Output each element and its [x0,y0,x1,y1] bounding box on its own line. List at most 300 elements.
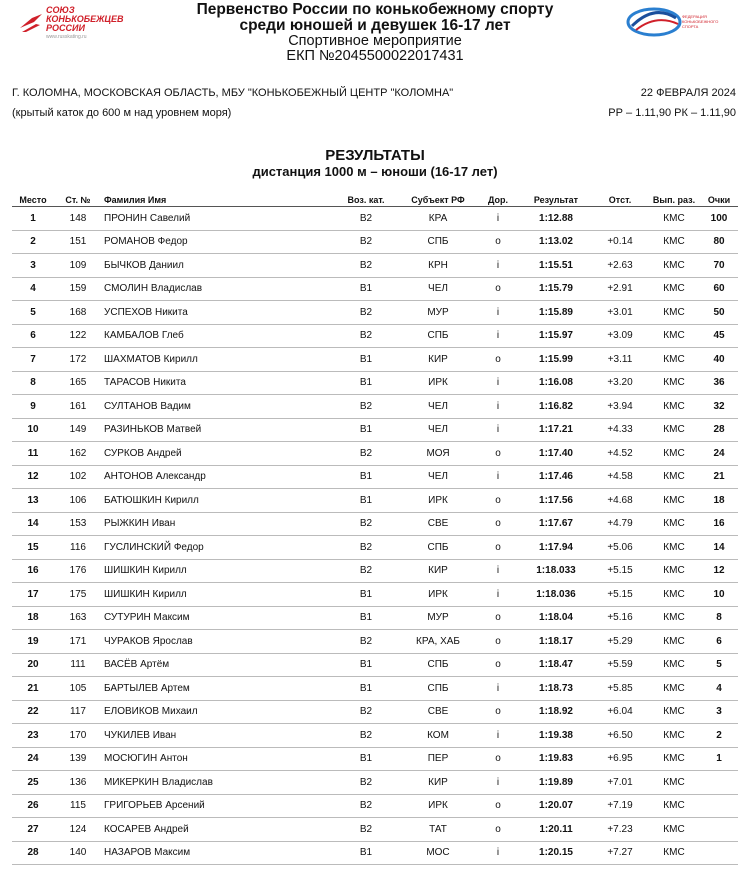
cell-name: ВАСЁВ Артём [102,653,332,677]
table-row [12,489,738,513]
logo-line-3: РОССИИ [46,23,85,33]
cell-start-number: 163 [54,606,102,630]
cell-name: БЫЧКОВ Даниил [102,254,332,278]
cell-points: 8 [700,606,738,630]
cell-result: 1:15.51 [520,254,592,278]
cell-place: 11 [12,442,54,466]
cell-region: МУР [400,606,476,630]
cell-points: 60 [700,277,738,301]
cell-place: 25 [12,771,54,795]
cell-rank: КМС [648,207,700,231]
cell-region: ИРК [400,583,476,607]
cell-age-category: В2 [332,301,400,325]
cell-region: МОЯ [400,442,476,466]
cell-name: УСПЕХОВ Никита [102,301,332,325]
cell-gap: +4.52 [592,442,648,466]
cell-lane: i [476,724,520,748]
cell-place: 22 [12,700,54,724]
cell-gap: +4.33 [592,418,648,442]
cell-gap: +7.23 [592,818,648,842]
cell-age-category: В1 [332,841,400,865]
cell-result: 1:18.036 [520,583,592,607]
cell-name: ТАРАСОВ Никита [102,371,332,395]
cell-start-number: 122 [54,324,102,348]
cell-start-number: 175 [54,583,102,607]
cell-region: ЧЕЛ [400,277,476,301]
cell-start-number: 117 [54,700,102,724]
cell-age-category: В2 [332,794,400,818]
cell-name: СУТУРИН Максим [102,606,332,630]
cell-points: 70 [700,254,738,278]
cell-name: НАЗАРОВ Максим [102,841,332,865]
cell-points: 24 [700,442,738,466]
cell-lane: o [476,630,520,654]
cell-place: 16 [12,559,54,583]
cell-points [700,818,738,842]
cell-points: 100 [700,207,738,231]
cell-rank: КМС [648,489,700,513]
cell-region: ИРК [400,794,476,818]
table-row [12,465,738,489]
cell-result: 1:15.89 [520,301,592,325]
table-row [12,653,738,677]
cell-gap: +5.29 [592,630,648,654]
cell-result: 1:17.94 [520,536,592,560]
table-row [12,348,738,372]
cell-age-category: В1 [332,606,400,630]
cell-age-category: В2 [332,700,400,724]
cell-gap: +3.20 [592,371,648,395]
cell-region: КРА, ХАБ [400,630,476,654]
col-header-points: Очки [700,194,738,207]
results-subtitle: дистанция 1000 м – юноши (16-17 лет) [252,164,498,179]
cell-age-category: В2 [332,254,400,278]
col-header-name: Фамилия Имя [102,194,332,207]
cell-start-number: 136 [54,771,102,795]
cell-start-number: 170 [54,724,102,748]
cell-start-number: 139 [54,747,102,771]
cell-lane: o [476,653,520,677]
cell-region: СПБ [400,324,476,348]
cell-gap: +7.27 [592,841,648,865]
cell-name: ШИШКИН Кирилл [102,583,332,607]
cell-region: КИР [400,559,476,583]
cell-start-number: 176 [54,559,102,583]
cell-gap: +6.50 [592,724,648,748]
table-row [12,395,738,419]
skating-union-logo [18,4,158,42]
cell-age-category: В1 [332,277,400,301]
cell-result: 1:16.82 [520,395,592,419]
cell-gap: +4.79 [592,512,648,536]
cell-gap: +4.68 [592,489,648,513]
cell-place: 13 [12,489,54,513]
cell-name: ПРОНИН Савелий [102,207,332,231]
cell-lane: i [476,771,520,795]
cell-start-number: 140 [54,841,102,865]
cell-points: 21 [700,465,738,489]
cell-gap: +3.94 [592,395,648,419]
cell-start-number: 111 [54,653,102,677]
cell-gap: +2.91 [592,277,648,301]
title-line-1: Первенство России по конькобежному спорту [196,1,554,18]
cell-region: ТАТ [400,818,476,842]
cell-name: РЫЖКИН Иван [102,512,332,536]
table-row [12,583,738,607]
cell-lane: i [476,841,520,865]
event-date: 22 ФЕВРАЛЯ 2024 [640,87,736,99]
cell-lane: i [476,583,520,607]
cell-result: 1:18.17 [520,630,592,654]
document-header [0,0,750,80]
cell-place: 10 [12,418,54,442]
cell-age-category: В2 [332,442,400,466]
cell-rank: КМС [648,395,700,419]
cell-result: 1:19.38 [520,724,592,748]
cell-gap: +5.06 [592,536,648,560]
cell-place: 1 [12,207,54,231]
table-row [12,536,738,560]
federation-caption: ФЕДЕРАЦИЯ КОНЬКОБЕЖНОГО СПОРТА [682,14,719,29]
cell-lane: o [476,606,520,630]
cell-lane: o [476,230,520,254]
cell-region: ЧЕЛ [400,418,476,442]
document-title-block [160,2,590,64]
cell-result: 1:18.04 [520,606,592,630]
cell-gap: +5.59 [592,653,648,677]
cell-lane: i [476,559,520,583]
cell-region: СВЕ [400,700,476,724]
cell-name: МОСЮГИН Антон [102,747,332,771]
cell-points: 32 [700,395,738,419]
cell-gap: +5.15 [592,583,648,607]
cell-lane: i [476,465,520,489]
cell-result: 1:15.79 [520,277,592,301]
cell-result: 1:16.08 [520,371,592,395]
col-header-result: Результат [520,194,592,207]
cell-points: 4 [700,677,738,701]
cell-points: 50 [700,301,738,325]
table-row [12,512,738,536]
cell-start-number: 109 [54,254,102,278]
table-row [12,771,738,795]
cell-gap: +6.04 [592,700,648,724]
cell-lane: o [476,700,520,724]
cell-place: 18 [12,606,54,630]
cell-place: 23 [12,724,54,748]
cell-age-category: В1 [332,489,400,513]
cell-result: 1:18.47 [520,653,592,677]
title-line-3: Спортивное мероприятие [288,33,462,49]
cell-gap: +5.15 [592,559,648,583]
table-row [12,559,738,583]
cell-lane: o [476,442,520,466]
cell-lane: o [476,348,520,372]
cell-result: 1:18.033 [520,559,592,583]
cell-start-number: 168 [54,301,102,325]
table-row [12,207,738,231]
cell-result: 1:18.73 [520,677,592,701]
cell-points: 3 [700,700,738,724]
cell-age-category: В2 [332,207,400,231]
cell-points: 5 [700,653,738,677]
cell-place: 14 [12,512,54,536]
cell-age-category: В2 [332,536,400,560]
cell-result: 1:15.99 [520,348,592,372]
cell-gap: +4.58 [592,465,648,489]
cell-start-number: 124 [54,818,102,842]
cell-start-number: 172 [54,348,102,372]
cell-region: МОС [400,841,476,865]
cell-age-category: В1 [332,348,400,372]
col-header-rank: Вып. раз. [648,194,700,207]
cell-region: ЧЕЛ [400,465,476,489]
cell-age-category: В1 [332,418,400,442]
cell-result: 1:19.89 [520,771,592,795]
cell-age-category: В2 [332,324,400,348]
table-row [12,841,738,865]
cell-region: МУР [400,301,476,325]
cell-points: 6 [700,630,738,654]
cell-points: 16 [700,512,738,536]
cell-start-number: 115 [54,794,102,818]
location-text: Г. КОЛОМНА, МОСКОВСКАЯ ОБЛАСТЬ, МБУ "КОНЬКОБЕЖНЫЙ ЦЕНТР "КОЛОМНА" [12,87,454,99]
cell-gap: +0.14 [592,230,648,254]
cell-rank: КМС [648,818,700,842]
cell-rank: КМС [648,536,700,560]
cell-rank: КМС [648,348,700,372]
cell-rank: КМС [648,771,700,795]
cell-region: КИР [400,348,476,372]
cell-start-number: 149 [54,418,102,442]
logo-line-2: КОНЬКОБЕЖЦЕВ [46,14,124,24]
cell-start-number: 159 [54,277,102,301]
cell-result: 1:17.67 [520,512,592,536]
cell-rank: КМС [648,277,700,301]
cell-rank: КМС [648,583,700,607]
results-table [12,194,738,865]
cell-gap: +7.01 [592,771,648,795]
cell-place: 21 [12,677,54,701]
cell-start-number: 171 [54,630,102,654]
cell-gap [592,207,648,231]
cell-result: 1:17.46 [520,465,592,489]
cell-gap: +2.63 [592,254,648,278]
cell-lane: o [476,489,520,513]
cell-rank: КМС [648,841,700,865]
col-header-gap: Отст. [592,194,648,207]
cell-name: БАТЮШКИН Кирилл [102,489,332,513]
records-text: РР – 1.11,90 РК – 1.11,90 [608,107,736,119]
cell-place: 6 [12,324,54,348]
cell-lane: o [476,747,520,771]
cell-place: 9 [12,395,54,419]
cell-rank: КМС [648,747,700,771]
cell-start-number: 116 [54,536,102,560]
cell-rank: КМС [648,371,700,395]
cell-region: ИРК [400,489,476,513]
cell-age-category: В2 [332,395,400,419]
federation-logo [626,0,722,44]
cell-lane: o [476,536,520,560]
cell-points: 28 [700,418,738,442]
cell-region: СПБ [400,536,476,560]
cell-result: 1:20.07 [520,794,592,818]
cell-region: КРА [400,207,476,231]
cell-points: 2 [700,724,738,748]
cell-name: БАРТЫЛЕВ Артем [102,677,332,701]
cell-result: 1:18.92 [520,700,592,724]
cell-result: 1:13.02 [520,230,592,254]
cell-region: КРН [400,254,476,278]
table-row [12,230,738,254]
cell-result: 1:15.97 [520,324,592,348]
cell-age-category: В1 [332,747,400,771]
cell-start-number: 102 [54,465,102,489]
cell-lane: i [476,371,520,395]
cell-place: 3 [12,254,54,278]
cell-rank: КМС [648,794,700,818]
cell-lane: o [476,512,520,536]
cell-age-category: В2 [332,512,400,536]
cell-rank: КМС [648,630,700,654]
title-line-4: ЕКП №2045500022017431 [286,48,464,64]
col-header-lane: Дор. [476,194,520,207]
cell-rank: КМС [648,606,700,630]
cell-rank: КМС [648,677,700,701]
cell-age-category: В2 [332,559,400,583]
cell-name: ЕЛОВИКОВ Михаил [102,700,332,724]
rink-text: (крытый каток до 600 м над уровнем моря) [12,107,232,119]
cell-points: 80 [700,230,738,254]
cell-result: 1:17.56 [520,489,592,513]
cell-points: 36 [700,371,738,395]
cell-points: 10 [700,583,738,607]
cell-lane: i [476,207,520,231]
table-row [12,301,738,325]
cell-age-category: В1 [332,677,400,701]
table-row [12,747,738,771]
table-header-row [12,194,738,207]
table-row [12,254,738,278]
cell-rank: КМС [648,254,700,278]
cell-start-number: 161 [54,395,102,419]
col-header-start-number: Ст. № [54,194,102,207]
cell-name: ЧУРАКОВ Ярослав [102,630,332,654]
cell-place: 26 [12,794,54,818]
table-row [12,418,738,442]
cell-age-category: В1 [332,583,400,607]
skater-icon [18,10,44,34]
cell-result: 1:17.21 [520,418,592,442]
col-header-age-category: Воз. кат. [332,194,400,207]
cell-place: 2 [12,230,54,254]
cell-region: СПБ [400,230,476,254]
cell-name: СУЛТАНОВ Вадим [102,395,332,419]
cell-result: 1:17.40 [520,442,592,466]
results-title: РЕЗУЛЬТАТЫ [325,147,425,164]
cell-name: КОСАРЕВ Андрей [102,818,332,842]
cell-start-number: 105 [54,677,102,701]
cell-place: 5 [12,301,54,325]
cell-place: 7 [12,348,54,372]
cell-place: 20 [12,653,54,677]
cell-gap: +5.16 [592,606,648,630]
cell-start-number: 162 [54,442,102,466]
cell-rank: КМС [648,230,700,254]
cell-lane: i [476,395,520,419]
col-header-place: Место [12,194,54,207]
cell-start-number: 106 [54,489,102,513]
cell-name: ГУСЛИНСКИЙ Федор [102,536,332,560]
cell-lane: i [476,324,520,348]
cell-lane: o [476,818,520,842]
cell-region: СПБ [400,653,476,677]
cell-gap: +3.01 [592,301,648,325]
cell-lane: i [476,418,520,442]
cell-rank: КМС [648,559,700,583]
cell-region: ПЕР [400,747,476,771]
table-row [12,442,738,466]
cell-place: 15 [12,536,54,560]
cell-region: КИР [400,771,476,795]
cell-region: КОМ [400,724,476,748]
cell-name: КАМБАЛОВ Глеб [102,324,332,348]
cell-result: 1:19.83 [520,747,592,771]
cell-name: МИКЕРКИН Владислав [102,771,332,795]
cell-name: ЧУКИЛЕВ Иван [102,724,332,748]
cell-age-category: В2 [332,630,400,654]
cell-start-number: 165 [54,371,102,395]
cell-gap: +6.95 [592,747,648,771]
cell-age-category: В1 [332,465,400,489]
cell-rank: КМС [648,465,700,489]
cell-start-number: 151 [54,230,102,254]
cell-points: 1 [700,747,738,771]
cell-age-category: В2 [332,771,400,795]
cell-result: 1:12.88 [520,207,592,231]
cell-gap: +3.11 [592,348,648,372]
cell-points: 40 [700,348,738,372]
cell-name: ШИШКИН Кирилл [102,559,332,583]
cell-place: 4 [12,277,54,301]
logo-line-1: СОЮЗ [46,5,75,15]
cell-name: РОМАНОВ Федор [102,230,332,254]
cell-rank: КМС [648,442,700,466]
table-row [12,277,738,301]
cell-rank: КМС [648,700,700,724]
cell-place: 12 [12,465,54,489]
table-row [12,724,738,748]
cell-age-category: В1 [332,371,400,395]
cell-start-number: 148 [54,207,102,231]
table-row [12,700,738,724]
cell-place: 28 [12,841,54,865]
cell-name: СУРКОВ Андрей [102,442,332,466]
cell-rank: КМС [648,324,700,348]
table-row [12,324,738,348]
cell-place: 27 [12,818,54,842]
cell-age-category: В2 [332,230,400,254]
cell-rank: КМС [648,418,700,442]
cell-points: 18 [700,489,738,513]
cell-rank: КМС [648,724,700,748]
cell-age-category: В1 [332,653,400,677]
cell-points: 12 [700,559,738,583]
cell-result: 1:20.11 [520,818,592,842]
logo-url: www.russkating.ru [46,34,87,40]
ribbon-emblem-icon [626,0,682,44]
